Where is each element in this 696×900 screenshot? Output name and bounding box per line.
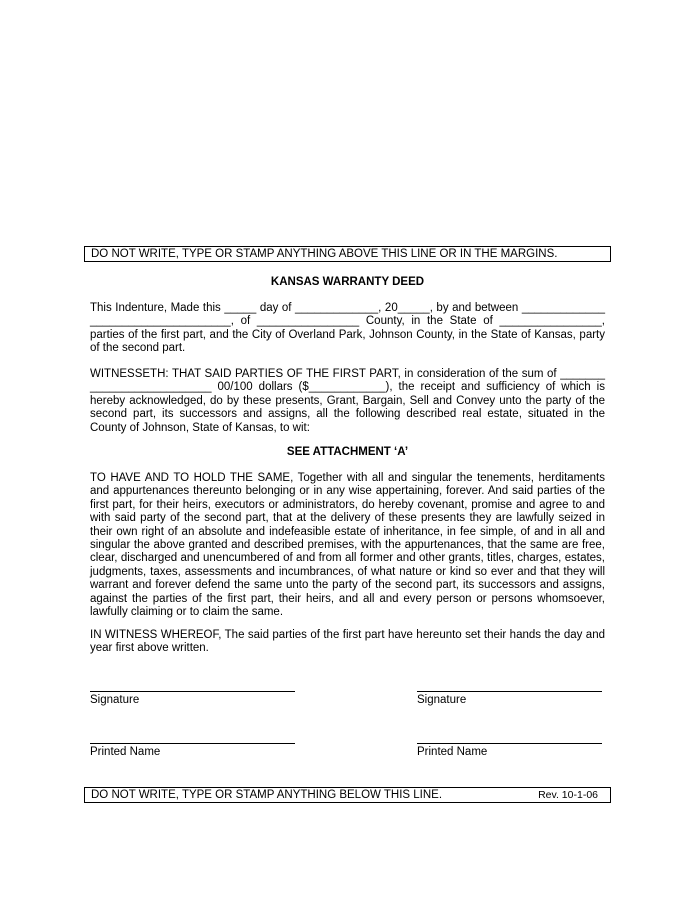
left-printed-name-label: Printed Name: [90, 746, 161, 758]
footer-notice: DO NOT WRITE, TYPE OR STAMP ANYTHING BELOW THIS LINE.: [91, 789, 443, 801]
attachment-heading: SEE ATTACHMENT ‘A’: [286, 446, 409, 458]
right-printed-name-line: [417, 743, 602, 744]
left-signature-line: [90, 691, 295, 692]
habendum-paragraph: TO HAVE AND TO HOLD THE SAME, Together with all and singular the tenements, herditaments and appurtenances thereunto belonging or in any wise appertaining, forever. And said parties of the first part, for their heirs, executors or administrators, do hereby covenant, promise and agree to and with said party of the second part, that at the delivery of these presents they are lawfully seized in their own right of an absolute and indefeasible estate of inheritance, in fee simple, of and in all and singular the above granted and described premises, with the appurtenances, that the same are free, clear, discharged and unencumbered of and from all former and other grants, titles, charges, estates, judgments, taxes, assessments and incumbrances, of what nature or kind so ever and that they will warrant and forever defend the same unto the party of the second part, its successors and assigns, against the parties of the first part, their heirs, and all and every person or persons whomsoever, lawfully claiming or to claim the same.: [90, 472, 605, 619]
witness-paragraph: IN WITNESS WHEREOF, The said parties of the first part have hereunto set their hands the day and year first above written.: [90, 629, 605, 655]
right-signature-label: Signature: [417, 694, 467, 706]
witnesseth-paragraph: WITNESSETH: THAT SAID PARTIES OF THE FIRST PART, in consideration of the sum of _______ ___________________ 00/100 dollars ($____________), the receipt and sufficiency of which is hereby acknowledged, do by these presents, Grant, Bargain, Sell and Convey unto the party of the second part, its successors and assigns, all the following described real estate, situated in the County of Johnson, State of Kansas, to wit:: [90, 368, 605, 434]
document-title: KANSAS WARRANTY DEED: [270, 276, 425, 288]
header-notice: DO NOT WRITE, TYPE OR STAMP ANYTHING ABOVE THIS LINE OR IN THE MARGINS.: [91, 248, 558, 260]
left-signature-label: Signature: [90, 694, 140, 706]
left-printed-name-line: [90, 743, 295, 744]
right-printed-name-label: Printed Name: [417, 746, 488, 758]
header-notice-box: [84, 246, 611, 262]
right-signature-line: [417, 691, 602, 692]
revision-label: Rev. 10-1-06: [538, 789, 598, 801]
footer-notice-box: [84, 787, 611, 803]
indenture-paragraph: This Indenture, Made this _____ day of _____________, 20_____, by and between _____________ ______________________, of ________________ County, in the State of ________________, parties of the first part, and the City of Overland Park, Johnson County, in the State of Kansas, party of the second part.: [90, 302, 605, 355]
